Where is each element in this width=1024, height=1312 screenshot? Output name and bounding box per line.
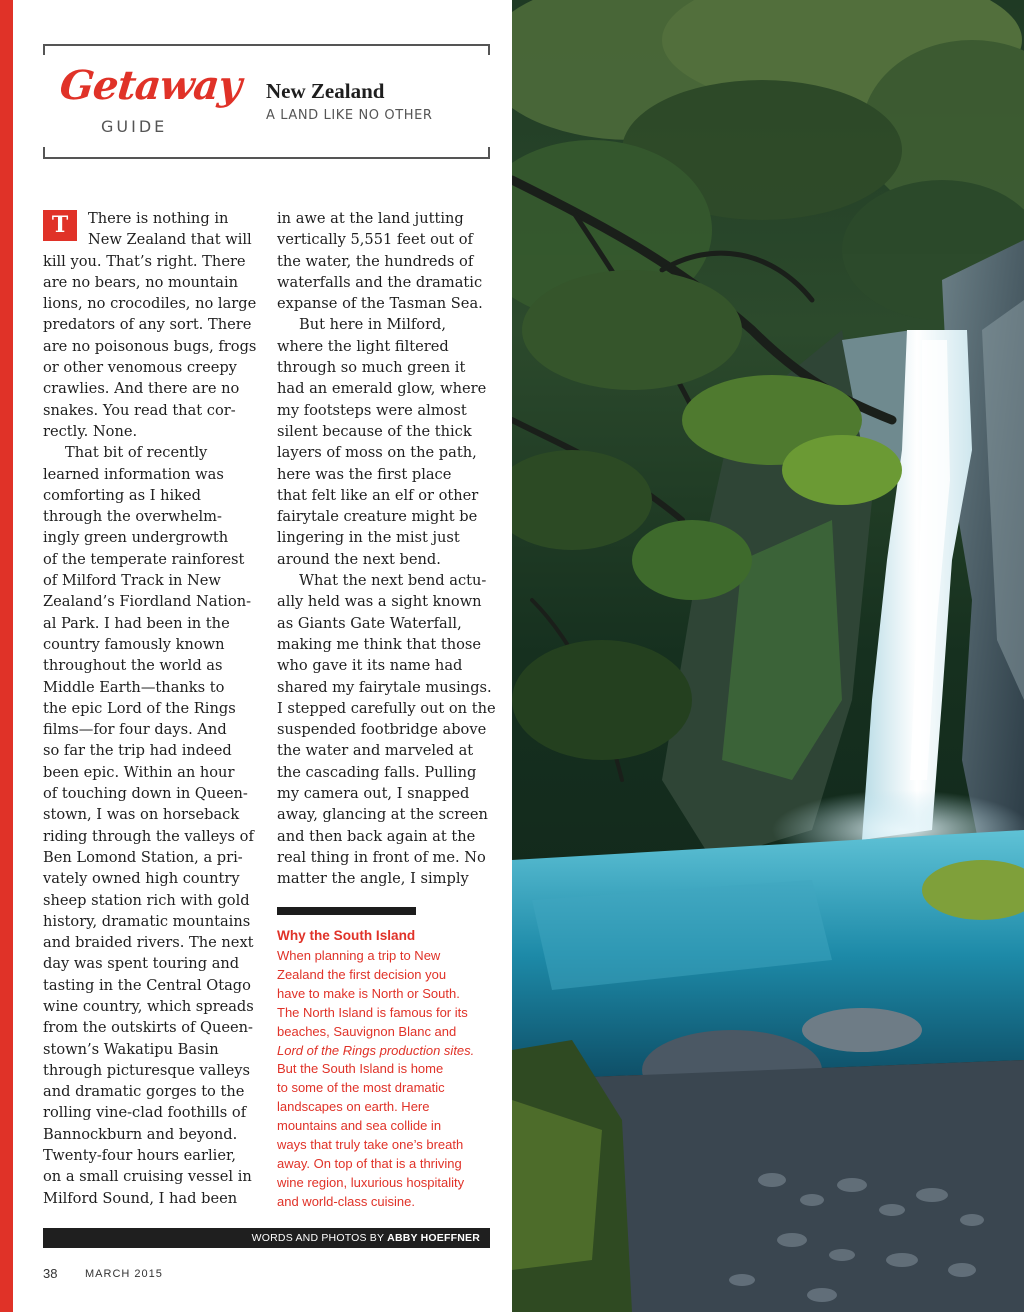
text-line: predators of any sort. There <box>43 316 252 334</box>
text-line: Twenty-four hours earlier, <box>43 1147 236 1165</box>
text-line: vertically 5,551 feet out of <box>277 231 473 249</box>
text-line: ally held was a sight known <box>277 593 482 611</box>
page-number: 38 <box>43 1266 58 1281</box>
credit-prefix: WORDS AND PHOTOS BY <box>251 1232 385 1244</box>
text-line: layers of moss on the path, <box>277 444 477 462</box>
section-logo-word: GUIDE <box>101 117 168 136</box>
sidebar-line: mountains and sea collide in <box>277 1118 442 1134</box>
text-line: New Zealand that will <box>88 231 252 249</box>
text-line: that felt like an elf or other <box>277 486 479 504</box>
sidebar-line: have to make is North or South. <box>277 985 460 1001</box>
sidebar-line: wine region, luxurious hospitality <box>277 1174 465 1190</box>
text-line: on a small cruising vessel in <box>43 1168 252 1186</box>
text-line: around the next bend. <box>277 550 441 568</box>
text-line: lingering in the mist just <box>277 529 460 547</box>
text-line: vately owned high country <box>43 870 240 888</box>
text-line: so far the trip had indeed <box>43 742 232 760</box>
text-line: That bit of recently <box>65 444 208 462</box>
text-line: as Giants Gate Waterfall, <box>277 614 462 632</box>
text-line: through so much green it <box>277 359 466 377</box>
header-bottom-rule <box>43 157 490 159</box>
text-line: crawlies. And there are no <box>43 380 240 398</box>
waterfall-photo <box>512 0 1024 1312</box>
text-line: are no bears, no mountain <box>43 273 239 291</box>
text-line: shared my fairytale musings. <box>277 678 492 696</box>
text-line: through the overwhelm- <box>43 508 222 526</box>
text-line: and then back again at the <box>277 827 476 845</box>
text-line: fairytale creature might be <box>277 508 478 526</box>
text-line: country famously known <box>43 635 225 653</box>
text-line: and braided rivers. The next <box>43 934 254 952</box>
sidebar-line: away. On top of that is a thriving <box>277 1155 462 1171</box>
sidebar-line: ways that truly take one’s breath <box>277 1137 464 1153</box>
text-line: silent because of the thick <box>277 422 472 440</box>
text-line: the water, the hundreds of <box>277 252 474 270</box>
text-line: expanse of the Tasman Sea. <box>277 295 483 313</box>
text-line: stown, I was on horseback <box>43 806 240 824</box>
text-line: and dramatic gorges to the <box>43 1083 245 1101</box>
sidebar-line: landscapes on earth. Here <box>277 1099 430 1115</box>
text-line: history, dramatic mountains <box>43 912 251 930</box>
header-tick <box>488 147 490 158</box>
text-line: in awe at the land jutting <box>277 210 464 227</box>
section-logo-script: Getaway <box>57 62 244 109</box>
text-line: snakes. You read that cor- <box>43 401 236 419</box>
text-line: of the temperate rainforest <box>43 550 245 568</box>
text-line: or other venomous creepy <box>43 359 237 377</box>
text-line: films—for four days. And <box>43 721 227 739</box>
text-line: comforting as I hiked <box>43 486 201 504</box>
edge-accent-strip <box>0 0 13 1312</box>
text-line: Ben Lomond Station, a pri- <box>43 848 243 866</box>
sidebar-line: Lord of the Rings production sites. <box>277 1042 475 1058</box>
sidebar-line: The North Island is famous for its <box>277 1004 468 1020</box>
sidebar-line: Zealand the first decision you <box>277 966 447 982</box>
text-line: suspended footbridge above <box>277 721 487 739</box>
text-line: There is nothing in <box>88 210 229 227</box>
sidebar-line: beaches, Sauvignon Blanc and <box>277 1023 457 1039</box>
text-line: day was spent touring and <box>43 955 240 973</box>
text-line: here was the first place <box>277 465 452 483</box>
text-line: of touching down in Queen- <box>43 785 248 803</box>
header-tick <box>43 147 45 158</box>
sidebar-line: But the South Island is home <box>277 1061 444 1077</box>
text-line: What the next bend actu- <box>299 572 487 590</box>
article-column-1 <box>43 208 255 1209</box>
issue-date: MARCH 2015 <box>85 1268 163 1280</box>
text-line: the water and marveled at <box>277 742 474 760</box>
text-line: the epic Lord of the Rings <box>43 699 236 717</box>
text-line: waterfalls and the dramatic <box>277 273 483 291</box>
sidebar-rule <box>277 907 416 915</box>
text-line: rolling vine-clad foothills of <box>43 1104 247 1122</box>
text-line: I stepped carefully out on the <box>277 699 496 717</box>
text-line: ingly green undergrowth <box>43 529 229 547</box>
text-line: are no poisonous bugs, frogs <box>43 337 257 355</box>
header-top-rule <box>43 44 490 46</box>
text-line: But here in Milford, <box>299 316 447 334</box>
text-line: matter the angle, I simply <box>277 870 469 888</box>
sidebar-title: Why the South Island <box>277 928 416 943</box>
text-line: Middle Earth—thanks to <box>43 678 225 696</box>
text-line: stown’s Wakatipu Basin <box>43 1040 219 1058</box>
photo-credit-bar <box>43 1228 490 1248</box>
sidebar-body <box>277 947 491 1212</box>
article-subtitle: A LAND LIKE NO OTHER <box>266 108 433 123</box>
text-line: throughout the world as <box>43 657 223 675</box>
text-line: the cascading falls. Pulling <box>277 763 477 781</box>
text-line: my camera out, I snapped <box>277 785 470 803</box>
text-line: making me think that those <box>277 635 481 653</box>
text-line: through picturesque valleys <box>43 1061 251 1079</box>
drop-cap: T <box>43 210 77 241</box>
text-line: sheep station rich with gold <box>43 891 250 909</box>
sidebar-line: to some of the most dramatic <box>277 1080 445 1096</box>
text-line: my footsteps were almost <box>277 401 467 419</box>
text-line: Milford Sound, I had been <box>43 1189 238 1207</box>
text-line: real thing in front of me. No <box>277 848 486 866</box>
text-line: Zealand’s Fiordland Nation- <box>43 593 252 611</box>
text-line: learned information was <box>43 465 224 483</box>
text-line: kill you. That’s right. There <box>43 252 246 270</box>
article-title: New Zealand <box>266 79 385 103</box>
text-line: who gave it its name had <box>277 657 463 675</box>
credit-author: ABBY HOEFFNER <box>387 1232 480 1244</box>
header-tick <box>488 44 490 55</box>
text-line: tasting in the Central Otago <box>43 976 251 994</box>
text-line: where the light filtered <box>277 337 449 355</box>
text-line: of Milford Track in New <box>43 572 221 590</box>
header-tick <box>43 44 45 55</box>
text-line: wine country, which spreads <box>43 997 254 1015</box>
text-line: al Park. I had been in the <box>43 614 230 632</box>
sidebar-line: When planning a trip to New <box>277 948 441 963</box>
text-line: been epic. Within an hour <box>43 763 235 781</box>
text-line: lions, no crocodiles, no large <box>43 295 257 313</box>
text-line: from the outskirts of Queen- <box>43 1019 253 1037</box>
text-line: Bannockburn and beyond. <box>43 1125 238 1143</box>
text-line: riding through the valleys of <box>43 827 254 845</box>
article-column-2 <box>277 208 496 890</box>
text-line: rectly. None. <box>43 422 138 440</box>
text-line: away, glancing at the screen <box>277 806 488 824</box>
text-line: had an emerald glow, where <box>277 380 487 398</box>
sidebar-line: and world-class cuisine. <box>277 1193 416 1209</box>
